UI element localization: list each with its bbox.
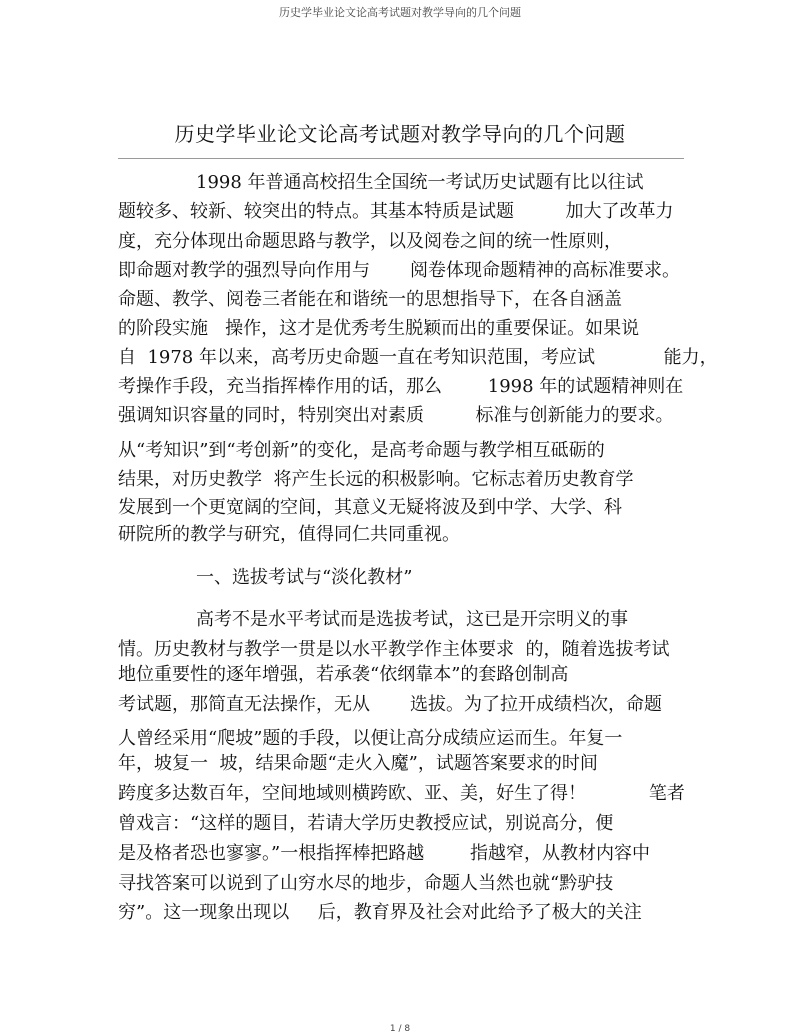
paragraph-line: 考试题，那简直无法操作，无从 选拔。为了拉开成绩档次，命题: [118, 694, 663, 715]
paragraph-line: 1998 年普通高校招生全国统一考试历史试题有比以往试: [196, 172, 644, 193]
paragraph-line: 题较多、较新、较突出的特点。其基本特质是试题 加大了改革力: [118, 201, 674, 222]
paragraph-line: 情。历史教材与教学一贯是以水平教学作主体要求 的，随着选拔考试: [118, 639, 670, 660]
paragraph-line: 即命题对教学的强烈导向作用与 阅卷体现命题精神的高标准要求。: [118, 260, 681, 281]
paragraph-line: 跨度多达数百年，空间地域则横跨欧、亚、美，好生了得！ 笔者: [118, 783, 685, 804]
paragraph-line: 寻找答案可以说到了山穷水尽的地步，命题人当然也就“黔驴技: [118, 873, 614, 894]
running-header: 历史学毕业论文论高考试题对教学导向的几个问题: [279, 6, 521, 19]
paragraph-line: 发展到一个更宽阔的空间，其意义无疑将波及到中学、大学、科: [118, 497, 622, 518]
paragraph-line: 结果，对历史教学 将产生长远的积极影响。它标志着历史教育学: [118, 469, 634, 490]
paragraph-line: 的阶段实施 操作，这才是优秀考生脱颖而出的重要保证。如果说: [118, 318, 640, 339]
document-title: 历史学毕业论文论高考试题对教学导向的几个问题: [174, 122, 626, 146]
paragraph-line: 研院所的教学与研究，值得同仁共同重视。: [118, 524, 460, 545]
title-divider: [118, 158, 684, 159]
paragraph-line: 是及格者恐也寥寥。”一根指挥棒把路越 指越窄，从教材内容中: [118, 843, 650, 864]
paragraph-line: 命题、教学、阅卷三者能在和谐统一的思想指导下，在各自涵盖: [118, 289, 622, 310]
paragraph-line: 考操作手段，充当指挥棒作用的话，那么 1998 年的试题精神则在: [118, 376, 684, 397]
paragraph-line: 地位重要性的逐年增强，若承袭“依纲靠本”的套路创制高: [118, 664, 569, 685]
paragraph-line: 自 1978 年以来，高考历史命题一直在考知识范围，考应试 能力，: [118, 347, 718, 368]
page-number: 1 / 8: [389, 1024, 411, 1034]
paragraph-line: 人曾经采用“爬坡”题的手段，以便让高分成绩应运而生。年复一: [118, 728, 623, 749]
paragraph-line: 曾戏言：“这样的题目，若请大学历史教授应试，别说高分，便: [118, 813, 614, 834]
paragraph-line: 强调知识容量的同时，特别突出对素质 标准与创新能力的要求。: [118, 405, 674, 426]
paragraph-line: 穷”。这一现象出现以 后，教育界及社会对此给予了极大的关注: [118, 902, 642, 923]
section-heading: 一、选拔考试与“淡化教材”: [196, 567, 413, 588]
paragraph-line: 从“考知识”到“考创新”的变化，是高考命题与教学相互砥砺的: [118, 440, 605, 461]
paragraph-line: 年，坡复一 坡，结果命题“走火入魔”，试题答案要求的时间: [118, 753, 598, 774]
paragraph-line: 高考不是水平考试而是选拔考试，这已是开宗明义的事: [196, 609, 628, 630]
paragraph-line: 度，充分体现出命题思路与教学，以及阅卷之间的统一性原则，: [118, 231, 622, 252]
